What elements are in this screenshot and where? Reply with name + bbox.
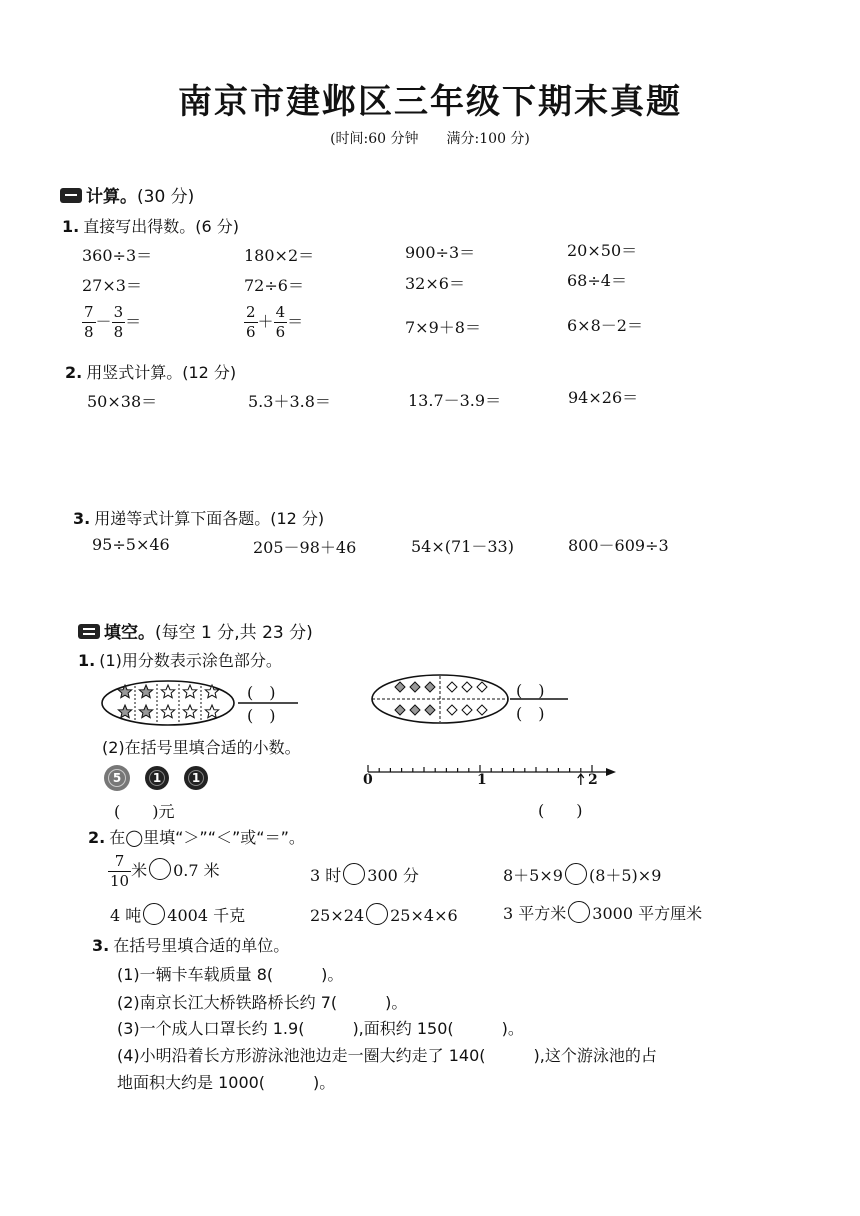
operator: ＝: [125, 312, 142, 331]
fraction: $\frac{2}{6}$: [246, 303, 256, 341]
exam-info: (时间:60 分钟 满分:100 分): [330, 131, 530, 147]
s1-q2-heading: [65, 360, 236, 383]
s2-q1-heading: [78, 648, 282, 671]
q-number: 3.: [92, 936, 110, 955]
operator: ＋: [257, 312, 274, 331]
coin-1-jiao-icon: 1: [184, 766, 208, 790]
answer-blank[interactable]: ( ): [516, 681, 545, 700]
compare-circle[interactable]: [366, 903, 388, 925]
q-text: 用竖式计算。(12 分): [86, 363, 237, 382]
section-2-badge-icon: [78, 624, 100, 639]
stepwise-calc-item: 95÷5×46: [92, 535, 170, 554]
section-2-score: (每空 1 分,共 23 分): [155, 623, 313, 643]
fraction: $\frac{4}{6}$: [275, 303, 286, 341]
q-text: 用递等式计算下面各题。(12 分): [94, 509, 325, 528]
answer-blank[interactable]: ( )元: [114, 802, 175, 821]
section-1-badge-icon: [60, 188, 82, 203]
oral-calc-item: 27×3＝: [82, 276, 142, 295]
stepwise-calc-item: 54×(71－33): [411, 537, 514, 556]
unit-question: (1)一辆卡车载质量 8( )。: [117, 965, 344, 984]
q-text: 在◯里填“＞”“＜”或“＝”。: [109, 828, 305, 847]
answer-blank[interactable]: ( ): [516, 704, 545, 723]
vertical-calc-item: 50×38＝: [87, 392, 158, 411]
fraction-expression-2: [244, 303, 303, 342]
vertical-calc-item: 94×26＝: [568, 388, 639, 407]
q-number: 2.: [88, 828, 106, 847]
q-text: 直接写出得数。(6 分): [83, 217, 239, 236]
oral-calc-item: 68÷4＝: [567, 271, 627, 290]
q-number: 1.: [78, 651, 96, 670]
section-1-label: 计算。: [86, 187, 137, 207]
compare-circle[interactable]: [143, 903, 165, 925]
fraction-expression-1: [82, 303, 141, 342]
section-1-heading: [60, 182, 194, 207]
fraction: $\frac{7}{8}$: [84, 303, 94, 341]
oral-calc-item: 180×2＝: [244, 246, 315, 265]
section-2-heading: [78, 618, 313, 643]
s2-q3-heading: [92, 933, 289, 956]
compare-item: 3 时 300 分: [310, 863, 419, 886]
compare-circle[interactable]: [565, 863, 587, 885]
operator: －: [95, 312, 112, 331]
compare-item: 25×24 25×4×6: [310, 903, 458, 925]
compare-item: $\frac{7}{10}$ 米 0.7 米: [110, 852, 220, 890]
unit-question: 地面积大约是 1000( )。: [117, 1073, 336, 1092]
answer-blank[interactable]: ( ): [247, 706, 276, 725]
compare-item: 3 平方米 3000 平方厘米: [503, 901, 702, 924]
oral-calc-item: 7×9＋8＝: [405, 318, 481, 337]
answer-blank[interactable]: ( ): [247, 683, 276, 702]
fraction: $\frac{3}{8}$: [113, 303, 124, 341]
oral-calc-item: 6×8－2＝: [567, 316, 643, 335]
number-line: [358, 755, 620, 791]
fraction: $\frac{7}{10}$: [110, 852, 130, 890]
stepwise-calc-item: 205－98＋46: [253, 538, 357, 557]
operator: ＝: [287, 312, 304, 331]
q-number: 1.: [62, 217, 80, 236]
s1-q1-heading: [62, 214, 239, 237]
unit-question: (4)小明沿着长方形游泳池池边走一圈大约走了 140( ),这个游泳池的占: [117, 1046, 657, 1065]
oral-calc-item: 900÷3＝: [405, 243, 476, 262]
number-line-label: 0: [363, 772, 373, 788]
coin-1-jiao-icon: 1: [145, 766, 169, 790]
section-2-label: 填空。: [104, 623, 155, 643]
q-text: (1)用分数表示涂色部分。: [99, 651, 282, 670]
q-number: 2.: [65, 363, 83, 382]
section-1-score: (30 分): [137, 187, 195, 207]
q-text: 在括号里填合适的单位。: [113, 936, 290, 955]
coin-5-jiao-icon: 5: [104, 765, 130, 791]
unit-question: (2)南京长江大桥铁路桥长约 7( )。: [117, 993, 408, 1012]
oral-calc-item: 32×6＝: [405, 274, 465, 293]
compare-item: 4 吨 4004 千克: [110, 903, 245, 926]
vertical-calc-item: 5.3＋3.8＝: [248, 392, 331, 411]
compare-circle[interactable]: [343, 863, 365, 885]
number-line-label: 2: [588, 772, 598, 788]
unit-question: (3)一个成人口罩长约 1.9( ),面积约 150( )。: [117, 1019, 524, 1038]
number-line-label: 1: [477, 772, 487, 788]
q-number: 3.: [73, 509, 91, 528]
compare-circle[interactable]: [149, 858, 171, 880]
answer-blank[interactable]: ( ): [538, 801, 583, 820]
vertical-calc-item: 13.7－3.9＝: [408, 391, 502, 410]
oral-calc-item: 72÷6＝: [244, 276, 304, 295]
s2-q2-heading: [88, 825, 305, 848]
compare-item: 8＋5×9 (8＋5)×9: [503, 863, 661, 886]
s1-q3-heading: [73, 506, 324, 529]
oral-calc-item: 360÷3＝: [82, 246, 153, 265]
compare-circle[interactable]: [568, 901, 590, 923]
page-title: 南京市建邺区三年级下期末真题: [178, 82, 682, 122]
s2-q1-part2: (2)在括号里填合适的小数。: [102, 738, 301, 757]
oral-calc-item: 20×50＝: [567, 241, 638, 260]
stepwise-calc-item: 800－609÷3: [568, 536, 669, 555]
